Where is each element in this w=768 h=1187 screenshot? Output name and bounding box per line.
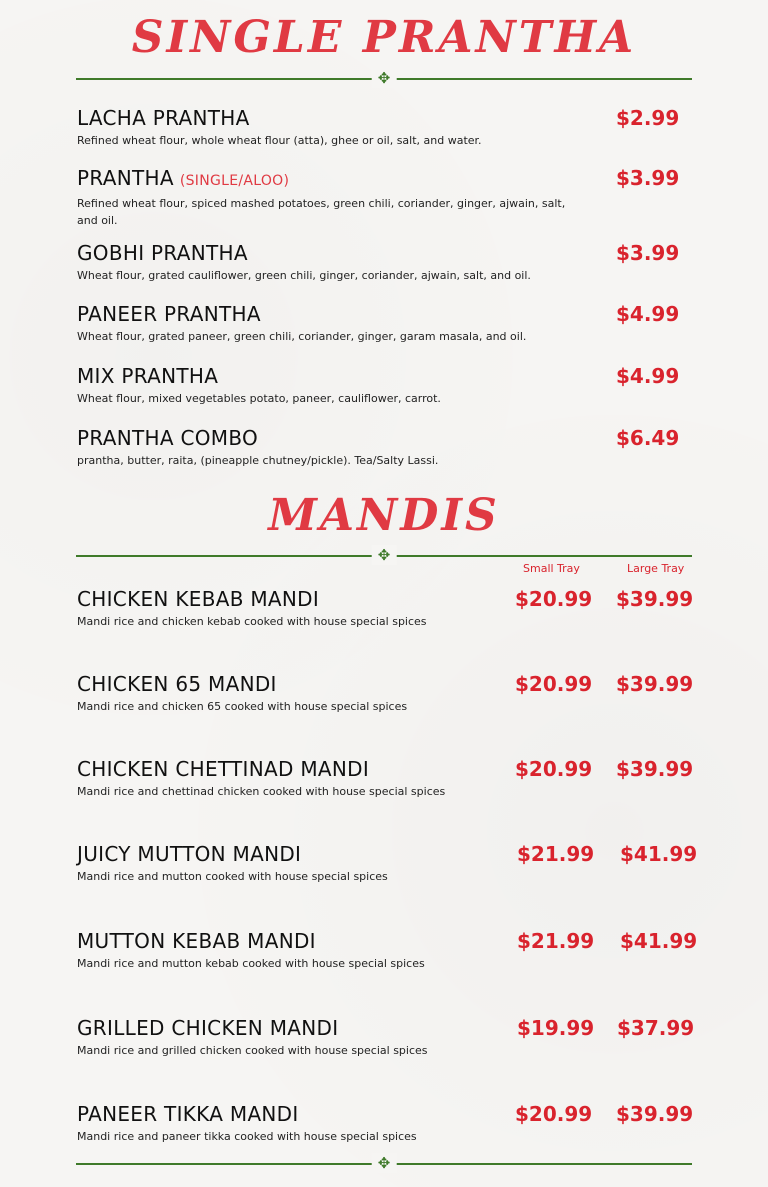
item-name: JUICY MUTTON MANDI	[77, 842, 302, 866]
menu-item	[77, 364, 697, 407]
item-description: Mandi rice and mutton kebab cooked with house special spices	[77, 957, 425, 970]
item-variant-note: (SINGLE/ALOO)	[179, 173, 290, 189]
fleuron-icon: ✥	[372, 68, 397, 88]
menu-item	[77, 842, 507, 885]
item-name: PANEER TIKKA MANDI	[77, 1102, 299, 1126]
menu-item	[77, 241, 697, 284]
item-description: Mandi rice and paneer tikka cooked with house special spices	[77, 1130, 417, 1143]
item-description: Mandi rice and chettinad chicken cooked with house special spices	[77, 785, 446, 798]
item-price: $6.49	[616, 426, 680, 450]
section-title-mandis: MANDIS	[268, 490, 500, 541]
item-name: PRANTHA COMBO	[77, 426, 259, 450]
item-price: $4.99	[616, 302, 680, 326]
menu-item	[77, 587, 507, 630]
item-price: $4.99	[616, 364, 680, 388]
large-tray-price: $41.99	[620, 929, 698, 953]
item-description: Mandi rice and grilled chicken cooked with house special spices	[77, 1044, 428, 1057]
item-name: CHICKEN 65 MANDI	[77, 672, 277, 696]
item-price: $3.99	[616, 241, 680, 265]
large-tray-header: Large Tray	[627, 562, 685, 575]
item-description: Mandi rice and chicken 65 cooked with house special spices	[77, 700, 408, 713]
section-divider	[76, 546, 692, 564]
item-name: CHICKEN KEBAB MANDI	[77, 587, 320, 611]
item-name: LACHA PRANTHA	[77, 106, 250, 130]
menu-item	[77, 426, 697, 469]
section-title-prantha: SINGLE PRANTHA	[131, 12, 637, 63]
item-description: Wheat flour, grated paneer, green chili, coriander, ginger, garam masala, and oil.	[77, 330, 527, 343]
small-tray-price: $19.99	[517, 1016, 595, 1040]
item-description: Mandi rice and chicken kebab cooked with house special spices	[77, 615, 427, 628]
menu-item	[77, 302, 697, 345]
menu-item	[77, 757, 507, 800]
menu-item	[77, 106, 697, 149]
large-tray-price: $39.99	[616, 672, 694, 696]
large-tray-price: $39.99	[616, 1102, 694, 1126]
item-name: GOBHI PRANTHA	[77, 241, 248, 265]
menu-item	[77, 929, 507, 972]
small-tray-price: $21.99	[517, 842, 595, 866]
small-tray-price: $20.99	[515, 587, 593, 611]
item-name: MIX PRANTHA	[77, 364, 219, 388]
footer-divider	[76, 1154, 692, 1172]
large-tray-price: $37.99	[617, 1016, 695, 1040]
item-name: GRILLED CHICKEN MANDI	[77, 1016, 339, 1040]
item-description: prantha, butter, raita, (pineapple chutney/pickle). Tea/Salty Lassi.	[77, 454, 439, 467]
large-tray-price: $39.99	[616, 587, 694, 611]
small-tray-price: $20.99	[515, 757, 593, 781]
small-tray-header: Small Tray	[523, 562, 580, 575]
item-price: $3.99	[616, 166, 680, 190]
item-description: Refined wheat flour, spiced mashed potatoes, green chili, coriander, ginger, ajwain, salt, and oil.	[77, 197, 566, 227]
item-price: $2.99	[616, 106, 680, 130]
menu-item	[77, 1016, 507, 1059]
large-tray-price: $39.99	[616, 757, 694, 781]
item-name: PANEER PRANTHA	[77, 302, 261, 326]
item-name: CHICKEN CHETTINAD MANDI	[77, 757, 370, 781]
item-description: Wheat flour, grated cauliflower, green chili, ginger, coriander, ajwain, salt, and oil.	[77, 269, 531, 282]
item-name: PRANTHA	[77, 166, 174, 190]
large-tray-price: $41.99	[620, 842, 698, 866]
item-name-row	[77, 166, 567, 193]
menu-item	[77, 1102, 507, 1145]
fleuron-icon: ✥	[372, 545, 397, 565]
item-name: MUTTON KEBAB MANDI	[77, 929, 316, 953]
fleuron-icon: ✥	[372, 1153, 397, 1173]
item-description: Mandi rice and mutton cooked with house special spices	[77, 870, 388, 883]
small-tray-price: $20.99	[515, 672, 593, 696]
menu-item	[77, 672, 507, 715]
section-divider	[76, 69, 692, 87]
item-description: Wheat flour, mixed vegetables potato, paneer, cauliflower, carrot.	[77, 392, 441, 405]
menu-item	[77, 166, 567, 229]
item-description: Refined wheat flour, whole wheat flour (atta), ghee or oil, salt, and water.	[77, 134, 482, 147]
small-tray-price: $20.99	[515, 1102, 593, 1126]
small-tray-price: $21.99	[517, 929, 595, 953]
